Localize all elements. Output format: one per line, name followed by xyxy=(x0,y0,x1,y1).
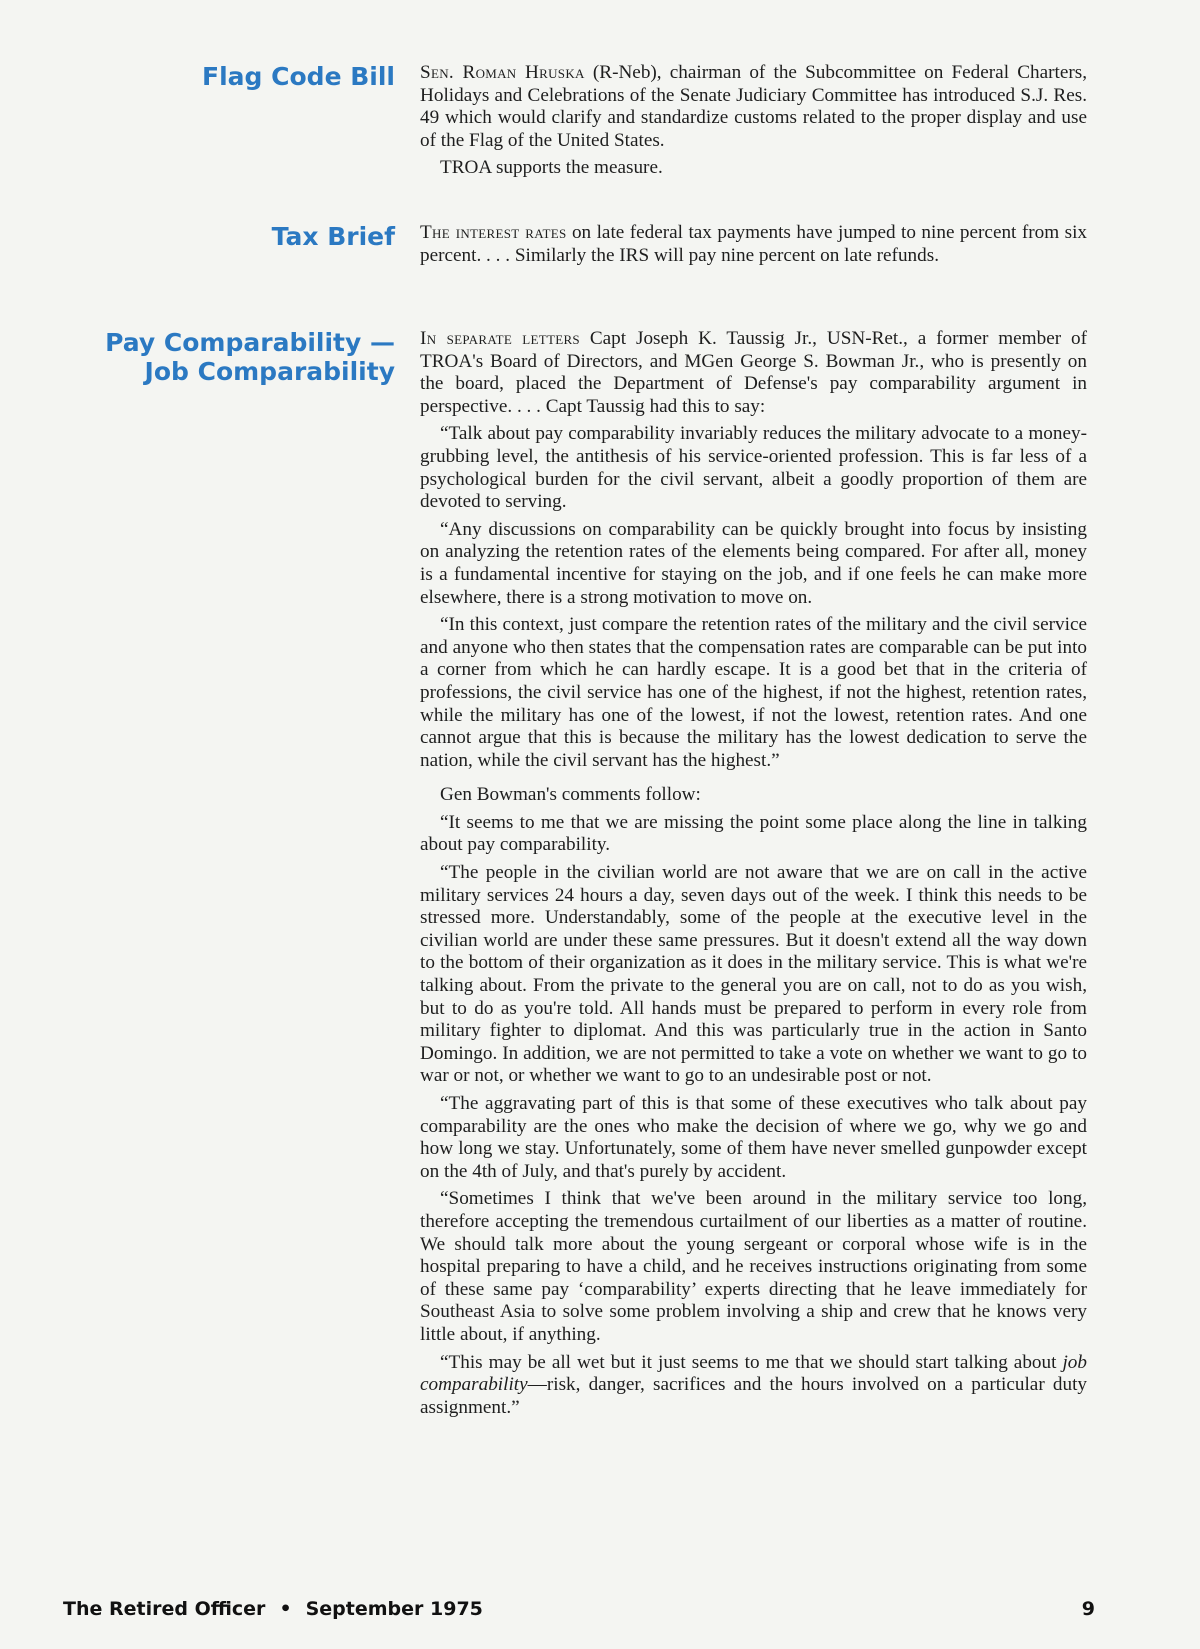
pay-paragraph-2: “Talk about pay comparability invariably reduces the military advocate to a money-grubbing level, the antithesis of his service-oriented profession. This is far less of a psychological burden for the civil servant, albeit a goodly proportion of them are devoted to serving. xyxy=(420,423,1087,513)
heading-line-1: Pay Comparability — xyxy=(105,328,395,357)
tax-brief-body xyxy=(420,222,1087,272)
pay-paragraph-3: “Any discussions on comparability can be quickly brought into focus by insisting on analyzing the retention rates of the elements being compared. For after all, money is a fundamental incentive for staying on the job, and if one feels he can make more elsewhere, there is a strong motivation to move on. xyxy=(420,518,1087,608)
pay-lead: In separate letters xyxy=(420,328,580,349)
flag-lead: Sen. Roman Hruska xyxy=(420,62,585,83)
pay-paragraph-4: “In this context, just compare the retention rates of the military and the civil service and anyone who then states that the compensation rates are comparable can be put into a corner from which he can hardly escape. It is a good bet that in the criteria of professions, the civil service has one of the highest, if not the highest, retention rates, while the military has one of the lowest, if not the lowest, retention rates. And one cannot argue that this is because the military has the lowest dedication to serve the nation, while the civil servant has the highest.” xyxy=(420,614,1087,771)
flag-code-bill-body xyxy=(420,62,1087,185)
heading-tax-brief: Tax Brief xyxy=(271,222,395,251)
pay-paragraph-1: In separate letters Capt Joseph K. Taussig Jr., USN-Ret., a former member of TROA's Board of Directors, and MGen George S. Bowman Jr., who is presently on the board, placed the Department of Defense's pay comparability argument in perspective. . . . Capt Taussig had this to say: xyxy=(420,328,1087,417)
heading-line-2: Job Comparability xyxy=(144,357,395,386)
pay-paragraph-6: “It seems to me that we are missing the point some place along the line in talking about pay comparability. xyxy=(420,811,1087,856)
pay-paragraph-5: Gen Bowman's comments follow: xyxy=(440,784,701,806)
flag-paragraph-1: Sen. Roman Hruska (R-Neb), chairman of the Subcommittee on Federal Charters, Holidays and Celebrations of the Senate Judiciary Committee has introduced S.J. Res. 49 which would clarify and standardize customs related to the proper display and use of the Flag of the United States. xyxy=(420,62,1088,151)
pay-paragraph-8: “The aggravating part of this is that some of these executives who talk about pay comparability are the ones who make the decision of where we go, why we go and how long we stay. Unfortunately, some of them have never smelled gunpowder except on the 4th of July, and that's purely by accident. xyxy=(420,1093,1087,1182)
pay-comparability-body xyxy=(420,328,1087,1424)
tax-lead: The interest rates xyxy=(420,222,567,243)
pay-paragraph-10: “This may be all wet but it just seems to me that we should start talking about job comparability—risk, danger, sacrifices and the hours involved on a particular duty assignment.” xyxy=(420,1351,1087,1418)
flag-paragraph-2: TROA supports the measure. xyxy=(440,157,663,179)
footer-publication-line xyxy=(63,1598,483,1620)
tax-paragraph-1: The interest rates on late federal tax payments have jumped to nine percent from six percent. . . . Similarly the IRS will pay nine percent on late refunds. xyxy=(420,222,1087,266)
footer-separator: • xyxy=(279,1598,292,1620)
pay-paragraph-9: “Sometimes I think that we've been around in the military service too long, therefore accepting the tremendous curtailment of our liberties as a matter of routine. We should talk more about the young sergeant or corporal whose wife is in the hospital preparing to have a child, and he receives instructions originating from some of these same pay ‘comparability’ experts directing that he leave immediately for Southeast Asia to solve some problem involving a ship and crew that he knows very little about, if anything. xyxy=(420,1188,1087,1345)
page-number: 9 xyxy=(1081,1598,1095,1620)
heading-pay-comparability xyxy=(55,328,395,386)
publication-date: September 1975 xyxy=(305,1598,483,1620)
pay-paragraph-7: “The people in the civilian world are not aware that we are on call in the active military services 24 hours a day, seven days out of the week. I think this needs to be stressed more. Understandably, some of the people at the executive level in the civilian world are under these same pressures. But it doesn't extend all the way down to the bottom of their organization as it does in the military service. This is what we're talking about. From the private to the general you are on call, not to do as you wish, but to do as you're told. All hands must be prepared to perform in every role from military fighter to diplomat. And this was particularly true in the action in Santo Domingo. In addition, we are not permitted to take a vote on whether we want to go to war or not, or whether we want to go to an undesirable post or not. xyxy=(420,862,1087,1087)
publication-name: The Retired Officer xyxy=(63,1598,266,1620)
job-comparability-emphasis: job comparability xyxy=(420,1351,1087,1396)
heading-flag-code-bill: Flag Code Bill xyxy=(202,62,395,91)
